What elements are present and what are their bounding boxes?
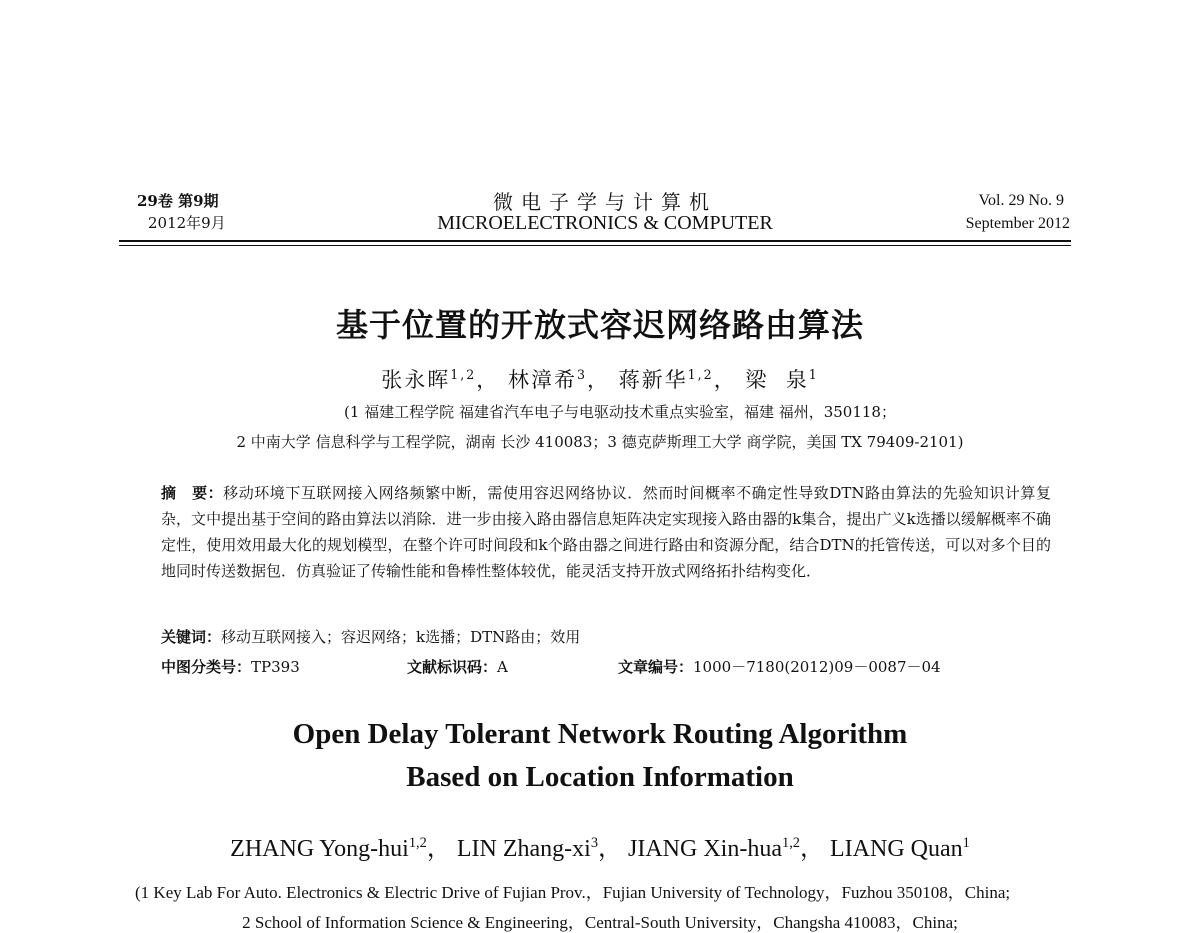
- author-name: 张永晖: [381, 368, 451, 392]
- paper-title-en-line1: Open Delay Tolerant Network Routing Algorithm: [292, 718, 908, 750]
- article-number: [618, 656, 941, 677]
- affiliation-en-line2: 2 School of Information Science & Engineering，Central-South University，Changsha 410083，China;: [242, 913, 958, 932]
- keywords-cn: [161, 626, 580, 647]
- clc-number: [161, 656, 407, 677]
- author-name: 蒋新华: [618, 368, 688, 392]
- classification-row: [161, 656, 941, 677]
- article-no-label: 文章编号：: [618, 658, 694, 676]
- author-separator: ，: [586, 368, 610, 392]
- doc-code-value: A: [497, 658, 508, 676]
- author-list-cn: [0, 364, 1200, 394]
- clc-value: TP393: [251, 658, 300, 676]
- volume-issue: 29卷 第9期: [137, 192, 219, 210]
- journal-name-en: MICROELECTRONICS & COMPUTER: [437, 212, 773, 234]
- header-rule-thick: [119, 240, 1071, 242]
- author-separator: ，: [476, 368, 500, 392]
- keywords-label: 关键词：: [161, 628, 222, 646]
- author-affil-mark: 1,2: [450, 367, 477, 382]
- document-code: [407, 656, 618, 677]
- paper-title-en-line2: Based on Location Information: [406, 761, 794, 793]
- author-affil-mark: 1,2: [408, 835, 427, 851]
- author-name: 林漳希: [507, 368, 577, 392]
- author-affil-mark: 1,2: [782, 835, 800, 851]
- affiliation-cn-line1: (1 福建工程学院 福建省汽车电子与电驱动技术重点实验室，福建 福州，350118；: [344, 403, 896, 421]
- author-name: LIN Zhang-xi: [456, 836, 591, 862]
- author-affil-mark: 1: [808, 367, 819, 382]
- author-affil-mark: 3: [576, 367, 587, 382]
- author-separator: ，: [598, 836, 623, 862]
- abstract-label: 摘 要：: [161, 484, 224, 502]
- author-name: JIANG Xin-hua: [628, 836, 782, 862]
- author-affil-mark: 1: [962, 835, 970, 851]
- clc-label: 中图分类号：: [161, 658, 252, 676]
- affiliation-en-line1: (1 Key Lab For Auto. Electronics & Electric Drive of Fujian Prov.，Fujian University of Technology，Fuzhou 350108，China;: [135, 883, 1011, 902]
- author-separator: ，: [800, 836, 824, 862]
- author-affil-mark: 1,2: [687, 367, 714, 382]
- author-name: 梁 泉: [745, 368, 809, 392]
- author-separator: ，: [426, 836, 451, 862]
- volume-issue-en: Vol. 29 No. 9: [978, 192, 1064, 209]
- author-affil-mark: 3: [590, 835, 599, 851]
- publication-date-en: September 2012: [965, 215, 1070, 232]
- header-rule-thin: [119, 245, 1071, 246]
- doc-code-label: 文献标识码：: [407, 658, 498, 676]
- abstract-text: 移动环境下互联网接入网络频繁中断，需使用容迟网络协议．然而时间概率不确定性导致DTN路由算法的先验知识计算复杂，文中提出基于空间的路由算法以消除．进一步由接入路由器信息矩阵决定实现接入路由器的k集合，提出广义k选播以缓解概率不确定性，使用效用最大化的规划模型，在整个许可时间段和k个路由器之间进行路由和资源分配，结合DTN的托管传送，可以对多个目的地同时传送数据包．仿真验证了传输性能和鲁棒性整体较优，能灵活支持开放式网络拓扑结构变化．: [161, 484, 1051, 580]
- author-name: LIANG Quan: [830, 836, 963, 862]
- keywords-text: 移动互联网接入；容迟网络；k选播；DTN路由；效用: [221, 628, 581, 646]
- author-list-en: [0, 828, 1200, 863]
- author-separator: ，: [713, 368, 737, 392]
- affiliation-cn-line2: 2 中南大学 信息科学与工程学院，湖南 长沙 410083；3 德克萨斯理工大学 商学院，美国 TX 79409-2101): [236, 433, 964, 451]
- journal-name-cn: 微电子学与计算机: [493, 190, 717, 214]
- author-name: ZHANG Yong-hui: [230, 836, 409, 862]
- article-no-value: 1000－7180(2012)09－0087－04: [693, 658, 941, 676]
- abstract-cn: [161, 480, 1051, 584]
- paper-title-cn: 基于位置的开放式容迟网络路由算法: [335, 306, 864, 344]
- publication-date: 2012年9月: [148, 214, 226, 232]
